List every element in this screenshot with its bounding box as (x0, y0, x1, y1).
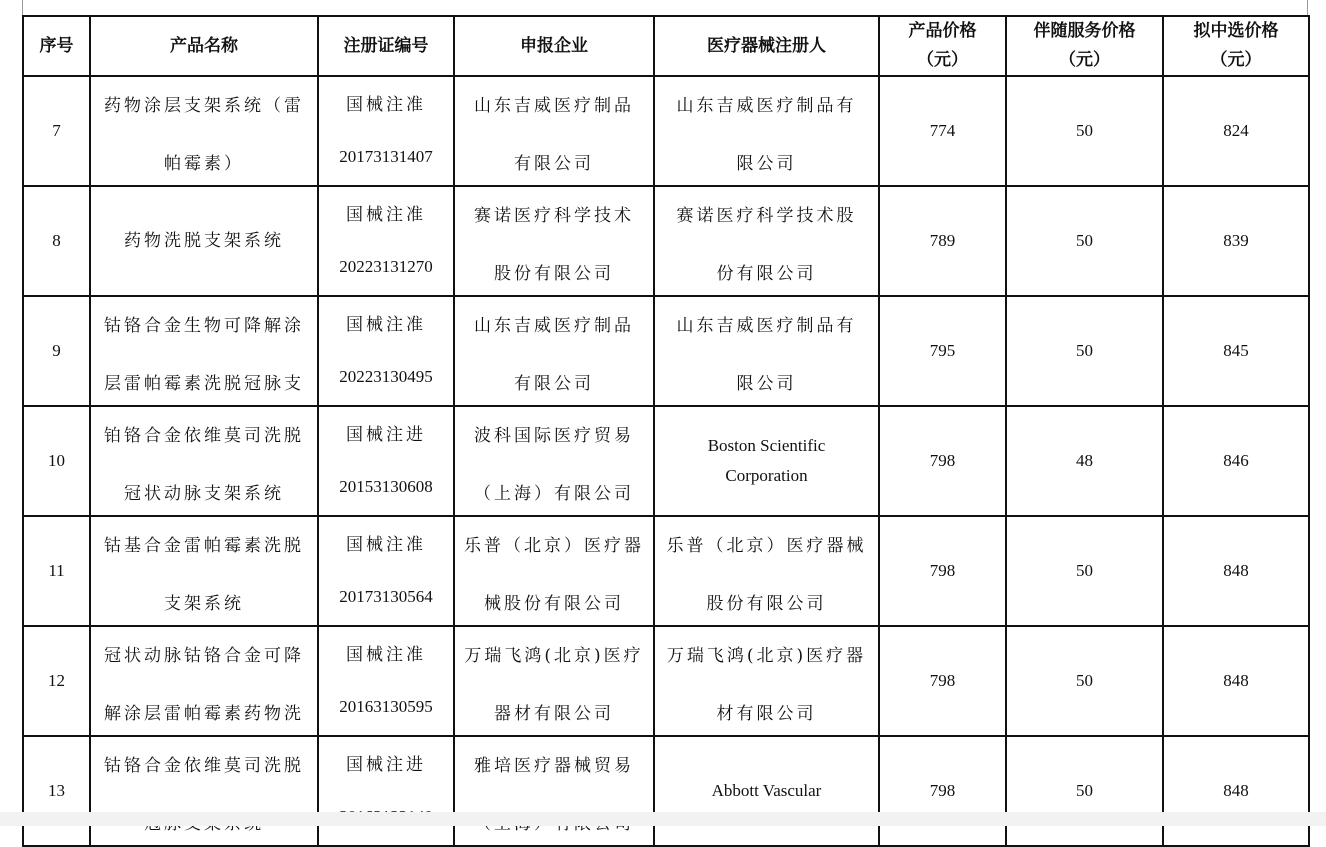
service-value: 50 (1076, 231, 1093, 250)
reg-line: 国械注进 (346, 755, 426, 775)
name-line: 支架系统 (164, 594, 244, 614)
no-value: 11 (48, 561, 65, 580)
col-header-serial: 序号 (23, 16, 90, 76)
registrant-line: 万瑞飞鸿(北京)医疗器 (666, 646, 867, 666)
applicant-line: 械股份有限公司 (484, 594, 624, 614)
cell-registration-no (318, 186, 454, 296)
cell-registrant (654, 296, 879, 406)
reg-line: 国械注准 (346, 95, 426, 115)
cell-product-name (90, 296, 318, 406)
cell-serial (23, 186, 90, 296)
cell-final-price (1163, 736, 1309, 846)
col-header-product-price: 产品价格 （元） (879, 16, 1006, 76)
cell-serial (23, 296, 90, 406)
cell-service-price (1006, 626, 1163, 736)
price-value: 795 (929, 341, 956, 360)
cell-final-price (1163, 626, 1309, 736)
applicant-line: 万瑞飞鸿(北京)医疗 (464, 646, 644, 666)
cell-service-price (1006, 736, 1163, 846)
reg-line: 国械注进 (346, 425, 426, 445)
registrant-line: Boston Scientific (707, 436, 826, 455)
registrant-line: 乐普（北京）医疗器械 (666, 536, 867, 556)
cell-product-price (879, 76, 1006, 186)
cell-serial (23, 736, 90, 846)
cell-registrant (654, 186, 879, 296)
price-value: 789 (929, 231, 956, 250)
cell-product-name (90, 626, 318, 736)
name-line: 冠状动脉钴铬合金可降 (104, 646, 304, 666)
name-line: 钴铬合金生物可降解涂 (104, 316, 304, 336)
cell-service-price (1006, 516, 1163, 626)
applicant-line: 山东吉威医疗制品 (474, 96, 634, 116)
cell-registration-no (318, 296, 454, 406)
cell-registration-no (318, 626, 454, 736)
cell-applicant (454, 76, 654, 186)
cell-registration-no (318, 736, 454, 846)
cell-product-name (90, 186, 318, 296)
cell-registrant (654, 626, 879, 736)
registrant-line: 股份有限公司 (706, 594, 827, 614)
col-header-applicant: 申报企业 (454, 16, 654, 76)
cell-final-price (1163, 406, 1309, 516)
name-line: 钴基合金雷帕霉素洗脱 (104, 536, 304, 556)
name-line: 冠状动脉支架系统 (124, 484, 284, 504)
page-margin-mark-left (22, 0, 23, 16)
table-row (23, 76, 1309, 186)
table-row (23, 626, 1309, 736)
no-value: 13 (48, 781, 65, 800)
name-line: 药物涂层支架系统（雷 (104, 96, 304, 116)
applicant-line: 有限公司 (514, 154, 594, 174)
cell-product-price (879, 406, 1006, 516)
applicant-line: 股份有限公司 (494, 264, 614, 284)
reg-line: 国械注准 (346, 645, 426, 665)
cell-product-name (90, 406, 318, 516)
cell-product-name (90, 76, 318, 186)
cell-serial (23, 76, 90, 186)
registrant-line: 材有限公司 (716, 704, 817, 724)
final-value: 824 (1223, 121, 1249, 140)
table-row (23, 406, 1309, 516)
price-value: 798 (929, 781, 956, 800)
table-row (23, 186, 1309, 296)
applicant-line: 赛诺医疗科学技术 (474, 206, 634, 226)
reg-line: 20173131407 (339, 147, 433, 166)
final-value: 848 (1223, 561, 1249, 580)
cell-product-name (90, 736, 318, 846)
cell-serial (23, 626, 90, 736)
table-row (23, 516, 1309, 626)
cell-registrant (654, 516, 879, 626)
cell-final-price (1163, 516, 1309, 626)
col-header-product-name: 产品名称 (90, 16, 318, 76)
applicant-line: 山东吉威医疗制品 (474, 316, 634, 336)
cell-service-price (1006, 76, 1163, 186)
price-value: 798 (929, 451, 956, 470)
service-value: 50 (1076, 671, 1093, 690)
cell-serial (23, 406, 90, 516)
cell-applicant (454, 736, 654, 846)
cell-registration-no (318, 406, 454, 516)
applicant-line: 器材有限公司 (494, 704, 614, 724)
price-value: 774 (929, 121, 956, 140)
table-row (23, 736, 1309, 846)
cell-registrant (654, 76, 879, 186)
reg-line: 20163130595 (339, 697, 433, 716)
cell-applicant (454, 296, 654, 406)
cell-final-price (1163, 186, 1309, 296)
no-value: 12 (48, 671, 65, 690)
final-value: 848 (1223, 781, 1249, 800)
final-value: 845 (1223, 341, 1249, 360)
name-line: 帕霉素） (164, 154, 244, 174)
cell-serial (23, 516, 90, 626)
name-line: 钴铬合金依维莫司洗脱 (104, 756, 304, 776)
applicant-line: 有限公司 (514, 374, 594, 394)
registrant-line: 赛诺医疗科学技术股 (676, 206, 857, 226)
cell-final-price (1163, 76, 1309, 186)
col-header-service-price: 伴随服务价格 （元） (1006, 16, 1163, 76)
name-line: 铂铬合金依维莫司洗脱 (104, 426, 304, 446)
applicant-line: 雅培医疗器械贸易 (474, 756, 634, 776)
service-value: 50 (1076, 121, 1093, 140)
table-row (23, 296, 1309, 406)
reg-line: 20153130608 (339, 477, 433, 496)
cell-product-price (879, 296, 1006, 406)
registrant-line: 限公司 (736, 374, 797, 394)
cell-product-price (879, 186, 1006, 296)
applicant-line: 波科国际医疗贸易 (474, 426, 634, 446)
registrant-line: 限公司 (736, 154, 797, 174)
no-value: 7 (52, 121, 61, 140)
reg-line: 20223131270 (339, 257, 433, 276)
final-value: 839 (1223, 231, 1249, 250)
reg-line: 国械注准 (346, 315, 426, 335)
registrant-line: 山东吉威医疗制品有 (676, 316, 857, 336)
service-value: 48 (1076, 451, 1093, 470)
name-line: 药物洗脱支架系统 (124, 231, 284, 251)
applicant-line: （上海）有限公司 (474, 484, 634, 504)
procurement-price-table (22, 15, 1310, 847)
registrant-line: Corporation (725, 466, 808, 485)
cell-service-price (1006, 406, 1163, 516)
final-value: 848 (1223, 671, 1249, 690)
page-bottom-gutter (0, 812, 1326, 826)
table-header-row (23, 16, 1309, 76)
cell-product-price (879, 736, 1006, 846)
cell-product-price (879, 516, 1006, 626)
cell-product-name (90, 516, 318, 626)
col-header-registration-no: 注册证编号 (318, 16, 454, 76)
price-value: 798 (929, 671, 956, 690)
name-line: 层雷帕霉素洗脱冠脉支 (104, 374, 304, 394)
cell-service-price (1006, 186, 1163, 296)
final-value: 846 (1223, 451, 1249, 470)
service-value: 50 (1076, 341, 1093, 360)
page-margin-mark-right (1307, 0, 1308, 16)
cell-applicant (454, 626, 654, 736)
registrant-line: Abbott Vascular (711, 781, 822, 800)
service-value: 50 (1076, 561, 1093, 580)
cell-registration-no (318, 76, 454, 186)
col-header-final-price: 拟中选价格 （元） (1163, 16, 1309, 76)
reg-line: 20223130495 (339, 367, 433, 386)
no-value: 8 (52, 231, 61, 250)
cell-final-price (1163, 296, 1309, 406)
no-value: 9 (52, 341, 61, 360)
reg-line: 国械注准 (346, 535, 426, 555)
no-value: 10 (48, 451, 65, 470)
cell-registration-no (318, 516, 454, 626)
cell-applicant (454, 516, 654, 626)
cell-registrant (654, 406, 879, 516)
service-value: 50 (1076, 781, 1093, 800)
reg-line: 国械注准 (346, 205, 426, 225)
cell-service-price (1006, 296, 1163, 406)
registrant-line: 份有限公司 (716, 264, 817, 284)
reg-line: 20173130564 (339, 587, 433, 606)
price-value: 798 (929, 561, 956, 580)
table-body (23, 76, 1309, 846)
cell-applicant (454, 406, 654, 516)
cell-applicant (454, 186, 654, 296)
name-line: 解涂层雷帕霉素药物洗 (104, 704, 304, 724)
applicant-line: 乐普（北京）医疗器 (464, 536, 644, 556)
col-header-registrant: 医疗器械注册人 (654, 16, 879, 76)
registrant-line: 山东吉威医疗制品有 (676, 96, 857, 116)
cell-product-price (879, 626, 1006, 736)
cell-registrant (654, 736, 879, 846)
